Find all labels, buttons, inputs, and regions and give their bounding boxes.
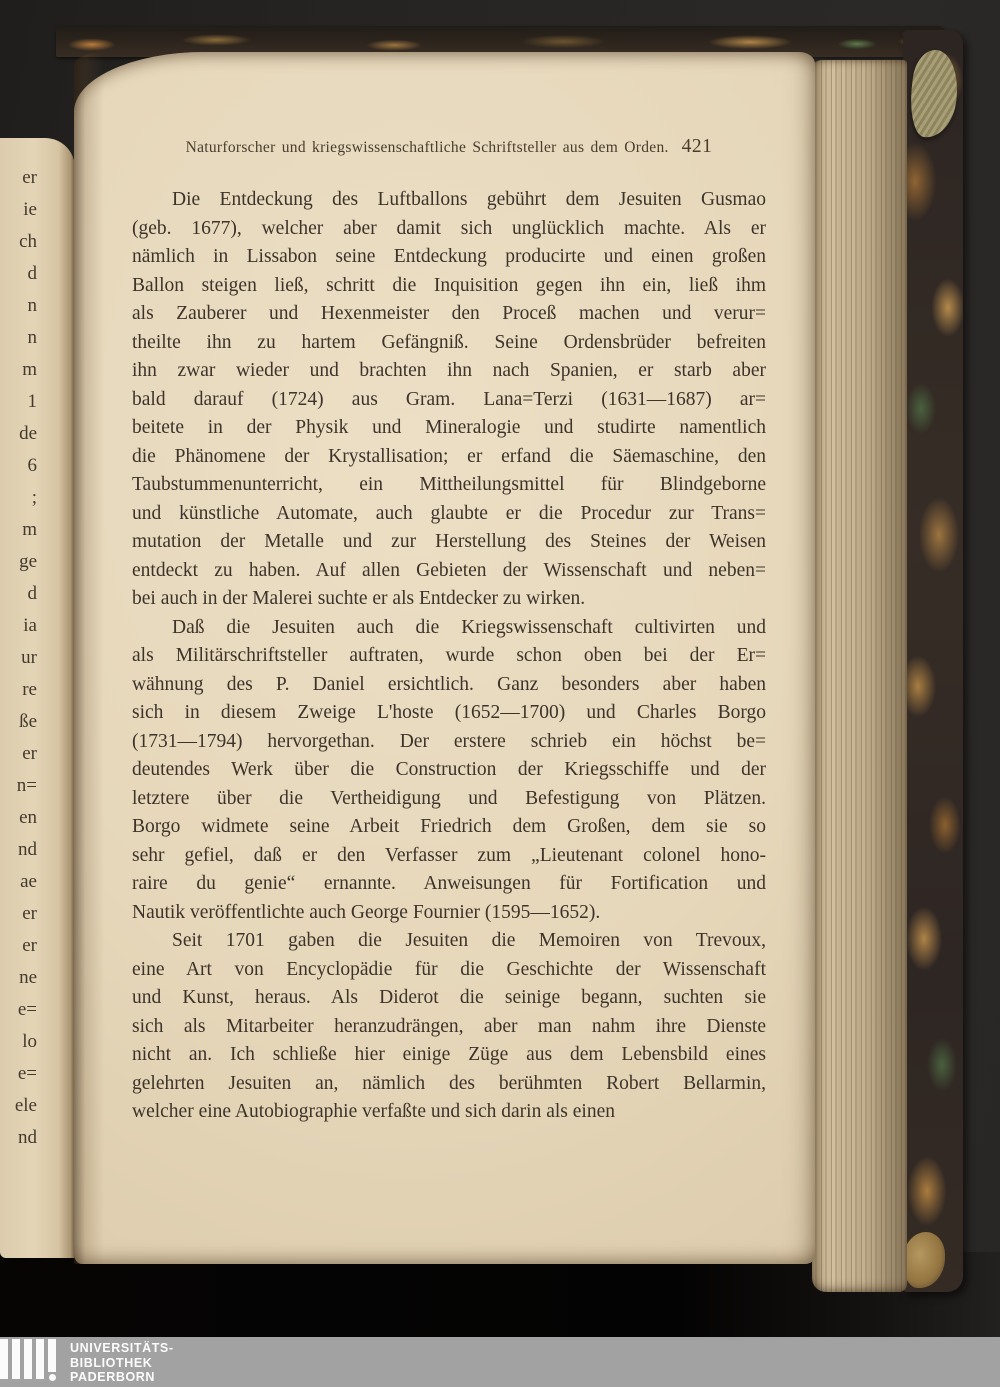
logo-text-line: UNIVERSITÄTS- [70, 1341, 174, 1355]
facing-page-fragment: n [27, 327, 37, 348]
logo-bar-icon [0, 1339, 8, 1379]
facing-page-fragment: e= [17, 999, 37, 1020]
logo-bars-icon [0, 1339, 56, 1385]
facing-page-fragment: m [22, 519, 37, 540]
text-line: (geb. 1677), welcher aber damit sich unglücklich machte. Als er [132, 217, 766, 239]
logo-bar-icon [24, 1339, 32, 1379]
facing-page-fragment: ge [19, 551, 37, 572]
facing-page-fragment: ße [19, 711, 37, 732]
paragraph [132, 186, 766, 614]
facing-page-fragment: ae [20, 871, 37, 892]
facing-page-fragment: n [27, 295, 37, 316]
logo-text-line: BIBLIOTHEK [70, 1355, 153, 1370]
text-line: nämlich in Lissabon seine Entdeckung producirte und einen großen [132, 246, 766, 267]
facing-page-fragment: ie [23, 199, 37, 220]
gutter-shadow [74, 52, 104, 1264]
cover-corner-wear-bottom [903, 1232, 945, 1288]
page-text-block [132, 136, 766, 1127]
text-line: sehr gefiel, daß er den Verfasser zum „Lieutenant colonel hono- [132, 844, 766, 866]
text-line: bald darauf (1724) aus Gram. Lana=Terzi (1631—1687) ar= [132, 388, 766, 410]
text-line: Seit 1701 gaben die Jesuiten die Memoiren von Trevoux, [172, 930, 766, 951]
text-line: wähnung des P. Daniel ersichtlich. Ganz besonders aber haben [132, 673, 766, 695]
facing-page-fragment: lo [22, 1031, 37, 1052]
page-fore-edge-stack [812, 60, 907, 1292]
facing-page-fragment: er [22, 743, 37, 764]
logo-text-line: PADERBORN [70, 1370, 156, 1384]
text-line: sich in diesem Zweige L'hoste (1652—1700) und Charles Borgo [132, 702, 766, 723]
book-page [74, 52, 815, 1264]
facing-page-fragment: er [22, 903, 37, 924]
logo-exclamation-icon [48, 1339, 56, 1381]
text-line: als Militärschriftsteller auftraten, wurde schon oben bei der Er= [132, 645, 766, 666]
facing-page-fragment: ne [19, 967, 37, 988]
facing-page-fragment: ele [14, 1095, 37, 1116]
facing-page-fragment: 6 [27, 455, 37, 476]
facing-page-fragment: ; [31, 487, 37, 508]
text-line: Taubstummenunterricht, ein Mittheilungsmittel für Blindgeborne [132, 474, 766, 495]
facing-page-fragment: er [22, 935, 37, 956]
facing-page-text-fragments [0, 162, 37, 1154]
facing-page-fragment: d [27, 583, 37, 604]
text-line: gelehrten Jesuiten an, nämlich des berühmten Robert Bellarmin, [132, 1072, 766, 1094]
text-line: beitete in der Physik und Mineralogie und studirte namentlich [132, 417, 766, 438]
text-line: Nautik veröffentlichte auch George Fournier (1595—1652). [132, 901, 601, 923]
facing-page-fragment: ch [19, 231, 37, 252]
text-line: sich als Mitarbeiter heranzudrängen, aber man nahm ihre Dienste [132, 1015, 766, 1037]
facing-page-fragment: m [22, 359, 37, 380]
text-line: ihn zwar wieder und brachten ihn nach Spanien, er starb aber [132, 360, 766, 381]
facing-page-fragment: re [22, 679, 37, 700]
text-line: Die Entdeckung des Luftballons gebührt dem Jesuiten Gusmao [172, 189, 766, 210]
text-line: eine Art von Encyclopädie für die Geschichte der Wissenschaft [132, 958, 766, 980]
text-line: deutendes Werk über die Construction der Kriegsschiffe und der [132, 759, 766, 780]
cover-corner-wear-top [906, 48, 962, 141]
facing-page-fragment: ia [23, 615, 37, 636]
page-number: 421 [681, 136, 713, 157]
text-line: Daß die Jesuiten auch die Kriegswissenschaft cultivirten und [172, 616, 766, 638]
text-line: die Phänomene der Krystallisation; er erfand die Säemaschine, den [132, 445, 766, 467]
book-cover-marbled-board [903, 30, 963, 1292]
library-watermark-band [0, 1337, 1000, 1387]
facing-page-fragment: n= [16, 775, 37, 796]
facing-page-edge [0, 138, 75, 1258]
logo-bar-icon [12, 1339, 20, 1379]
facing-page-fragment: nd [18, 839, 37, 860]
paragraph [132, 927, 766, 1127]
text-line: welcher eine Autobiographie verfaßte und sich darin als einen [132, 1101, 615, 1122]
facing-page-fragment: er [22, 167, 37, 188]
facing-page-fragment: 1 [27, 391, 37, 412]
text-line: mutation der Metalle und zur Herstellung des Steines der Weisen [132, 531, 766, 552]
facing-page-fragment: ur [21, 647, 37, 668]
text-line: letztere über die Vertheidigung und Befestigung von Plätzen. [132, 787, 766, 809]
text-line: bei auch in der Malerei suchte er als Entdecker zu wirken. [132, 588, 586, 609]
running-header [132, 136, 766, 158]
logo-text [70, 1341, 174, 1385]
text-line: als Zauberer und Hexenmeister den Proceß machen und verur= [132, 303, 766, 324]
facing-page-fragment: en [19, 807, 37, 828]
facing-page-fragment: e= [17, 1063, 37, 1084]
ub-paderborn-logo [0, 1339, 174, 1385]
body-text [132, 186, 766, 1127]
text-line: theilte ihn zu hartem Gefängniß. Seine Ordensbrüder befreiten [132, 331, 766, 353]
text-line: nicht an. Ich schließe hier einige Züge aus dem Lebensbild eines [132, 1044, 766, 1065]
text-line: und Kunst, heraus. Als Diderot die seinige begann, suchten sie [132, 987, 766, 1008]
paragraph [132, 614, 766, 928]
facing-page-fragment: de [19, 423, 37, 444]
text-line: (1731—1794) hervorgethan. Der erstere schrieb ein höchst be= [132, 730, 766, 752]
text-line: und künstliche Automate, auch glaubte er die Procedur zur Trans= [132, 502, 766, 524]
text-line: raire du genie“ ernannte. Anweisungen für Fortification und [132, 873, 766, 894]
facing-page-fragment: d [27, 263, 37, 284]
text-line: Borgo widmete seine Arbeit Friedrich dem Großen, dem sie so [132, 816, 766, 837]
logo-bar-icon [36, 1339, 44, 1379]
text-line: Ballon steigen ließ, schritt die Inquisition gegen ihn ein, ließ ihm [132, 274, 766, 296]
facing-page-fragment: nd [18, 1127, 37, 1148]
text-line: entdeckt zu haben. Auf allen Gebieten der Wissenschaft und neben= [132, 559, 766, 581]
header-title: Naturforscher und kriegswissenschaftliche Schriftsteller aus dem Orden. [185, 139, 669, 156]
